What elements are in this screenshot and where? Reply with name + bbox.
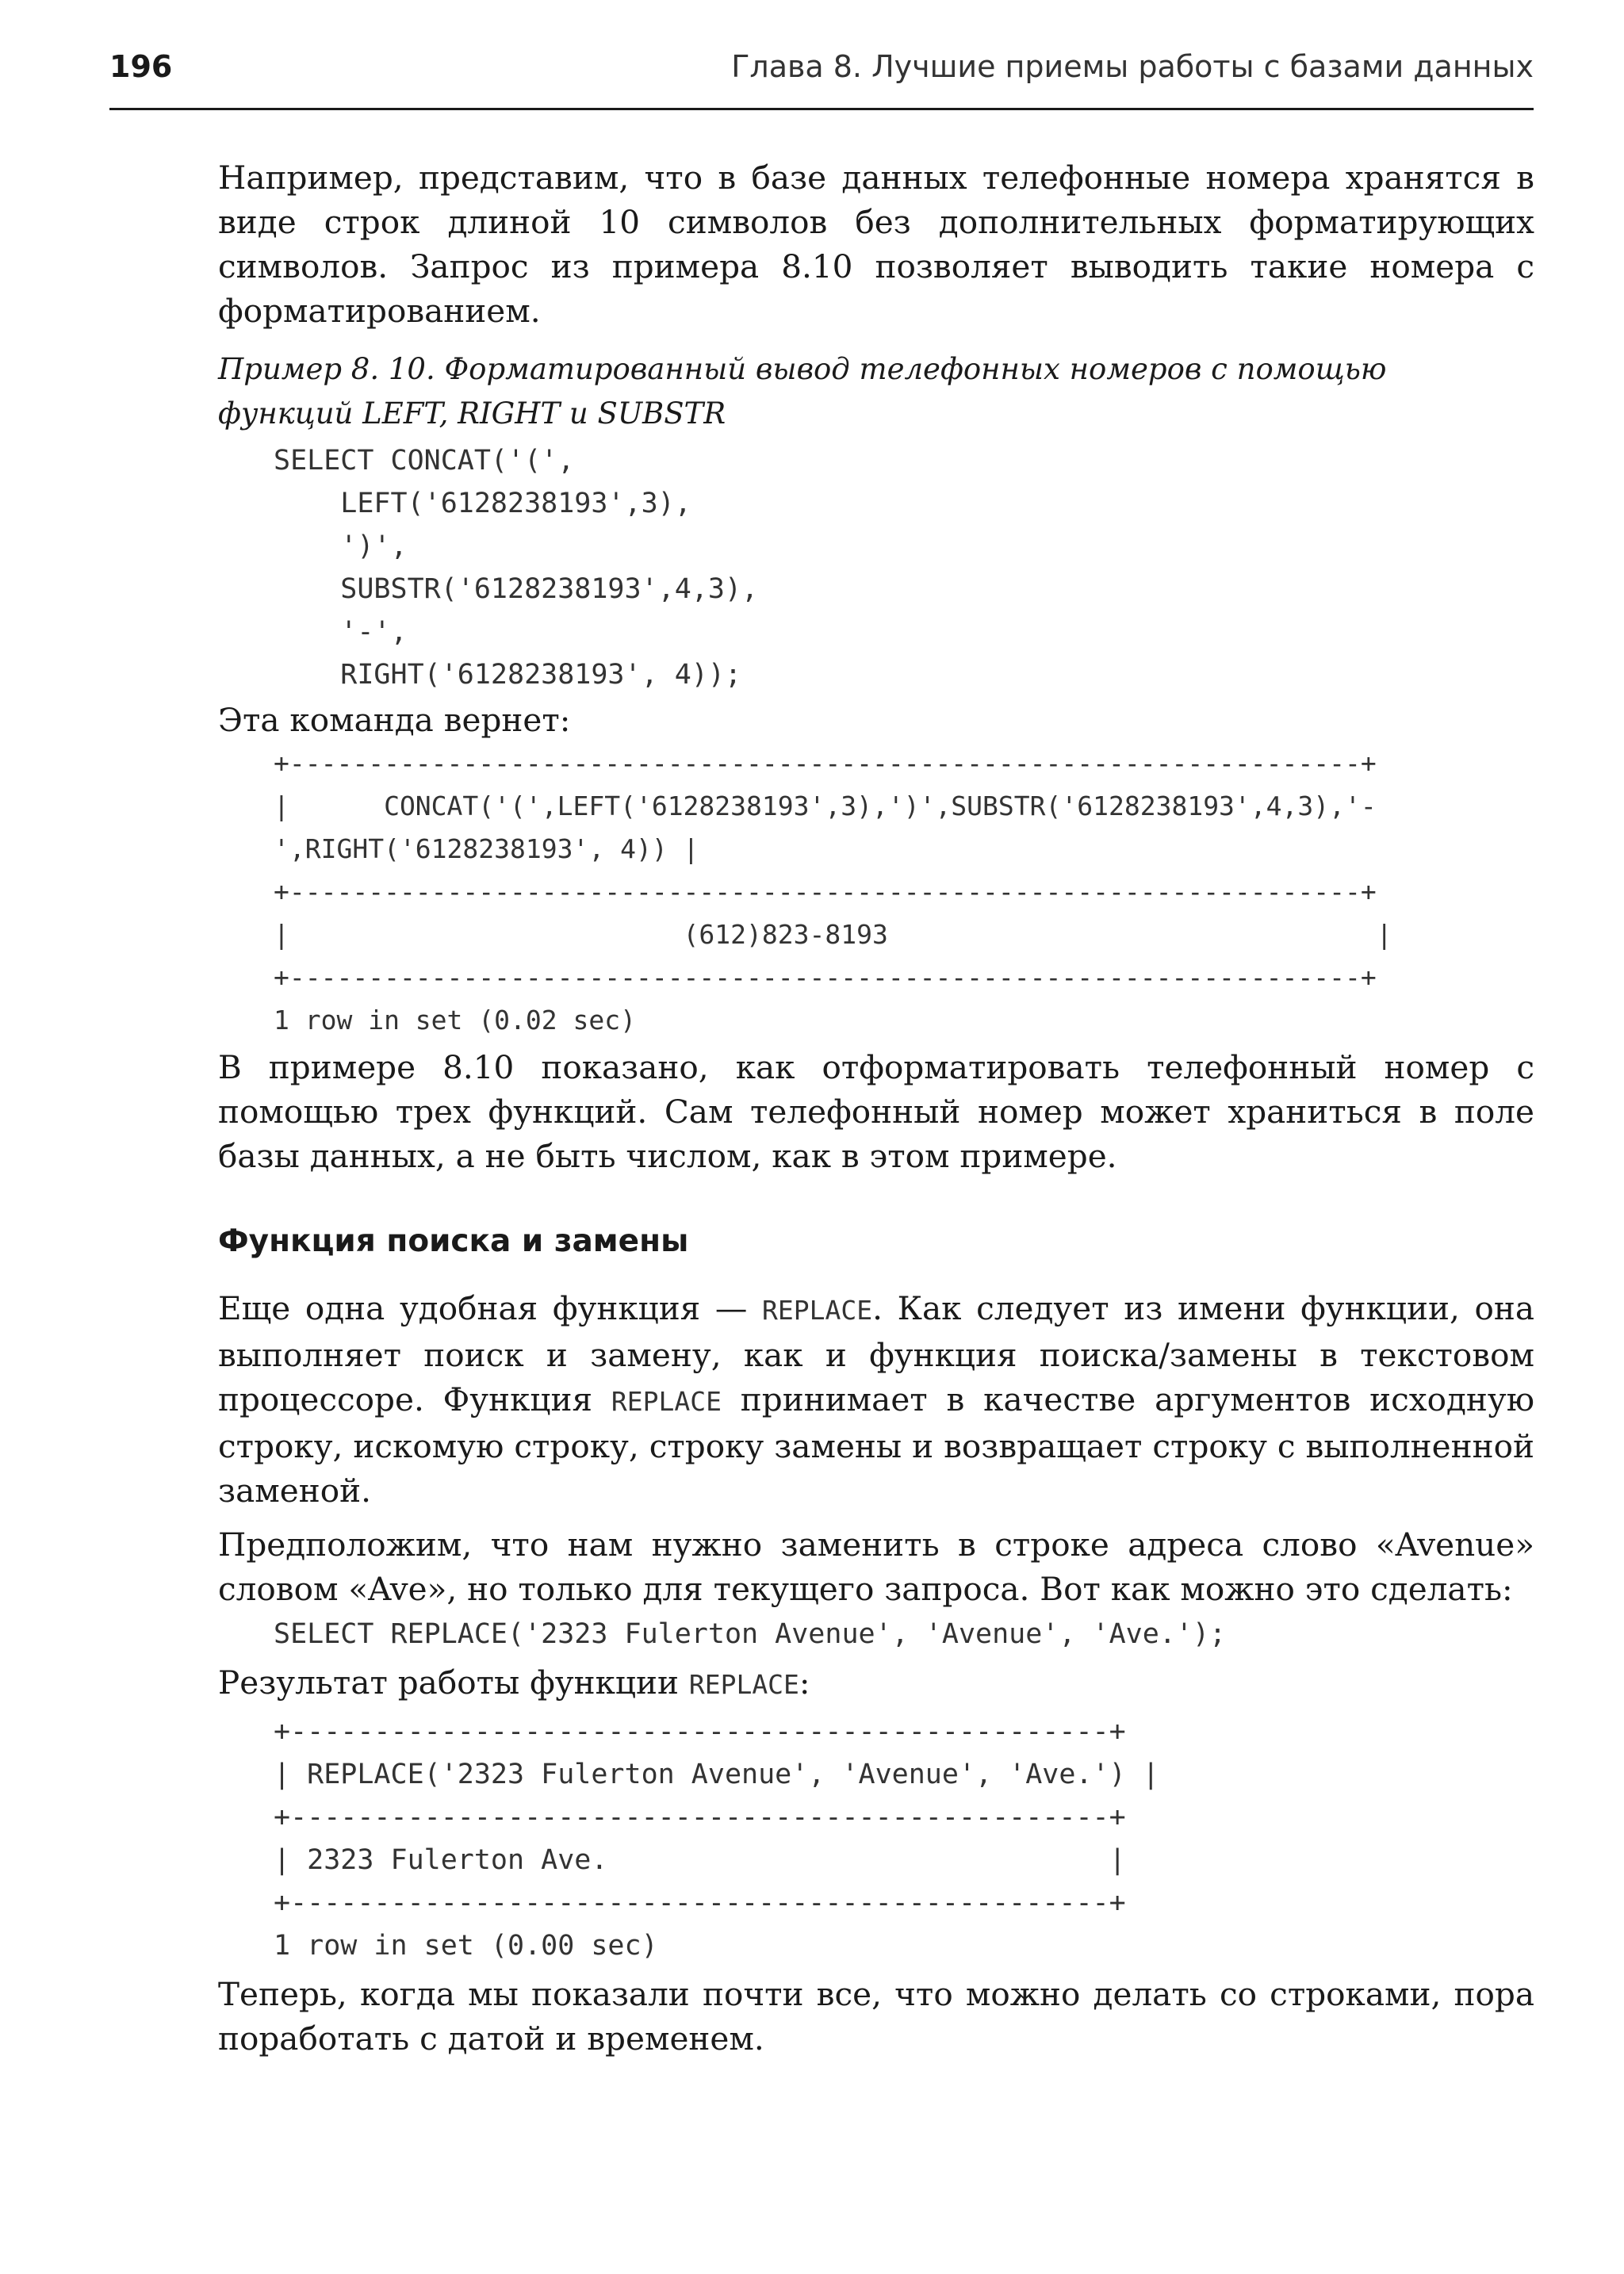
text-span: принимает в качестве аргументов исходную строку, искомую строку, строку замены и возвращает строку с выполненной заменой. bbox=[218, 1380, 1534, 1510]
example-caption bbox=[218, 347, 1534, 436]
text-span: Результат работы функции bbox=[218, 1663, 689, 1702]
result-line: +-------------------------------------------------+ bbox=[274, 1801, 1126, 1833]
result-line: | (612)823-8193 | bbox=[274, 919, 1392, 950]
inline-code: REPLACE bbox=[611, 1386, 722, 1417]
code-line: ')', bbox=[274, 530, 408, 562]
result-intro-replace bbox=[218, 1660, 1534, 1707]
result-table-replace bbox=[218, 1710, 1534, 1967]
paragraph-replace-example: Предположим, что нам нужно заменить в строке адреса слово «Avenue» словом «Ave», но только для текущего запроса. Вот как можно это сделать: bbox=[218, 1526, 1534, 1608]
result-line: +--------------------------------------------------------------------+ bbox=[274, 962, 1377, 993]
caption-line-2: функций LEFT, RIGHT и SUBSTR bbox=[218, 396, 726, 431]
code-line: LEFT('6128238193',3), bbox=[274, 488, 691, 519]
result-line: | 2323 Fulerton Ave. | bbox=[274, 1844, 1126, 1876]
paragraph-closing: Теперь, когда мы показали почти все, что можно делать со строками, пора поработать с датой и временем. bbox=[218, 1975, 1534, 2058]
result-line: | REPLACE('2323 Fulerton Avenue', 'Avenue', 'Ave.') | bbox=[274, 1759, 1159, 1790]
section-heading: Функция поиска и замены bbox=[218, 1223, 689, 1259]
result-intro-concat: Эта команда вернет: bbox=[218, 701, 571, 739]
result-line: ',RIGHT('6128238193', 4)) | bbox=[274, 833, 699, 864]
paragraph-intro: Например, представим, что в базе данных телефонные номера хранятся в виде строк длиной 10 символов без дополнительных форматирующих символов. Запрос из примера 8.10 позволяет выводить такие номера с форматированием. bbox=[218, 159, 1534, 330]
result-table-concat bbox=[218, 742, 1534, 1042]
caption-line-1: Пример 8. 10. Форматированный вывод телефонных номеров с помощью bbox=[218, 352, 1387, 386]
code-line: SUBSTR('6128238193',4,3), bbox=[274, 573, 759, 605]
code-line: SELECT CONCAT('(', bbox=[274, 445, 575, 477]
result-line: 1 row in set (0.00 sec) bbox=[274, 1930, 658, 1962]
inline-code: REPLACE bbox=[762, 1295, 873, 1326]
result-line: 1 row in set (0.02 sec) bbox=[274, 1005, 636, 1036]
result-line: +--------------------------------------------------------------------+ bbox=[274, 876, 1377, 907]
code-line: RIGHT('6128238193', 4)); bbox=[274, 659, 742, 691]
inline-code: REPLACE bbox=[688, 1669, 799, 1700]
page-body bbox=[218, 155, 1534, 2061]
result-line: +-------------------------------------------------+ bbox=[274, 1716, 1126, 1748]
page-number: 196 bbox=[109, 49, 173, 84]
code-listing-concat bbox=[218, 439, 1534, 696]
result-line: | CONCAT('(',LEFT('6128238193',3),')',SUBSTR('6128238193',4,3),'- bbox=[274, 791, 1377, 821]
paragraph-explanation: В примере 8.10 показано, как отформатировать телефонный номер с помощью трех функций. Сам телефонный номер может храниться в поле базы данных, а не быть числом, как в этом примере. bbox=[218, 1048, 1534, 1175]
running-title: Глава 8. Лучшие приемы работы с базами данных bbox=[731, 49, 1534, 84]
code-listing-replace: SELECT REPLACE('2323 Fulerton Avenue', 'Avenue', 'Ave.'); bbox=[274, 1618, 1227, 1650]
text-span: Еще одна удобная функция — bbox=[218, 1289, 763, 1327]
page-header bbox=[109, 44, 1534, 110]
paragraph-replace-intro bbox=[218, 1286, 1534, 1513]
text-span: . Как следует из имени функции, она выполняет поиск и замену, как и функция поиска/замены в текстовом процессоре. Функция bbox=[218, 1289, 1535, 1418]
result-line: +-------------------------------------------------+ bbox=[274, 1887, 1126, 1919]
result-line: +--------------------------------------------------------------------+ bbox=[274, 748, 1377, 779]
code-line: '-', bbox=[274, 616, 408, 648]
text-span: : bbox=[799, 1663, 810, 1702]
